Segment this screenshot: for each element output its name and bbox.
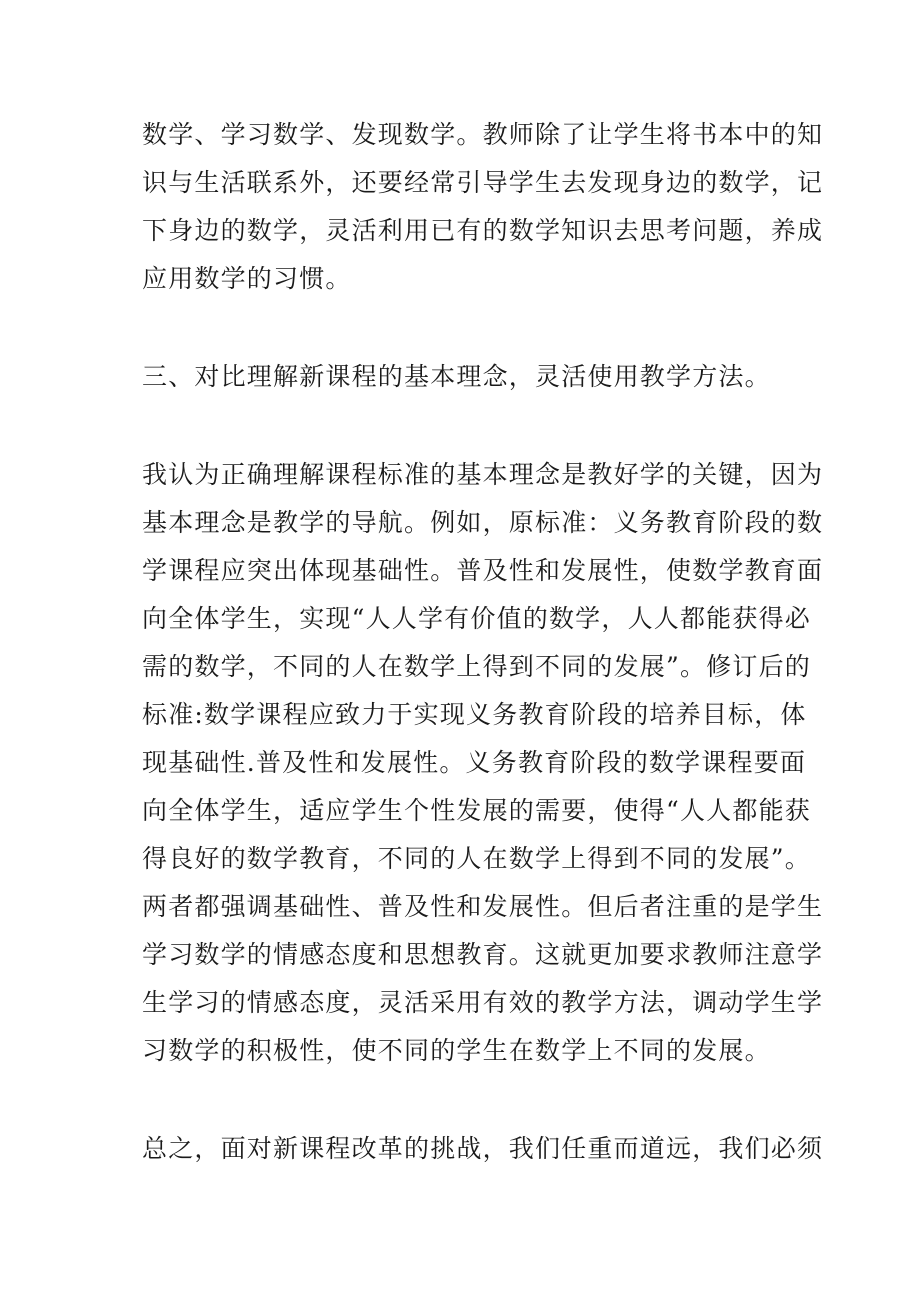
paragraph-2-line-12: 生学习的情感态度，灵活采用有效的教学方法，调动学生学	[142, 988, 824, 1017]
paragraph-2-line-1: 我认为正确理解课程标准的基本理念是教好学的关键，因为	[142, 460, 824, 489]
paragraph-2-line-9: 得良好的数学教育，不同的人在数学上得到不同的发展”。	[142, 844, 811, 873]
paragraph-2-line-2: 基本理念是教学的导航。例如，原标准：义务教育阶段的数	[142, 508, 824, 537]
paragraph-2-line-11: 学习数学的情感态度和思想教育。这就更加要求教师注意学	[142, 940, 824, 969]
paragraph-2-line-5: 需的数学，不同的人在数学上得到不同的发展”。修订后的	[142, 652, 811, 681]
paragraph-2-line-8: 向全体学生，适应学生个性发展的需要，使得“人人都能获	[142, 796, 811, 825]
paragraph-1-line-2: 识与生活联系外，还要经常引导学生去发现身边的数学，记	[142, 168, 824, 197]
paragraph-2-line-13: 习数学的积极性，使不同的学生在数学上不同的发展。	[142, 1036, 771, 1065]
section-heading-3: 三、对比理解新课程的基本理念，灵活使用教学方法。	[142, 362, 771, 391]
paragraph-2-line-10: 两者都强调基础性、普及性和发展性。但后者注重的是学生	[142, 892, 824, 921]
paragraph-2-line-4: 向全体学生，实现“人人学有价值的数学，人人都能获得必	[142, 604, 811, 633]
paragraph-1-line-1: 数学、学习数学、发现数学。教师除了让学生将书本中的知	[142, 120, 824, 149]
paragraph-1-line-3: 下身边的数学，灵活利用已有的数学知识去思考问题，养成	[142, 216, 824, 245]
paragraph-2-line-3: 学课程应突出体现基础性。普及性和发展性，使数学教育面	[142, 556, 824, 585]
paragraph-3-line-1: 总之，面对新课程改革的挑战，我们任重而道远，我们必须	[142, 1134, 824, 1163]
paragraph-1-line-4: 应用数学的习惯。	[142, 264, 352, 293]
paragraph-2-line-6: 标准:数学课程应致力于实现义务教育阶段的培养目标，体	[142, 700, 807, 729]
paragraph-2-line-7: 现基础性.普及性和发展性。义务教育阶段的数学课程要面	[142, 748, 807, 777]
